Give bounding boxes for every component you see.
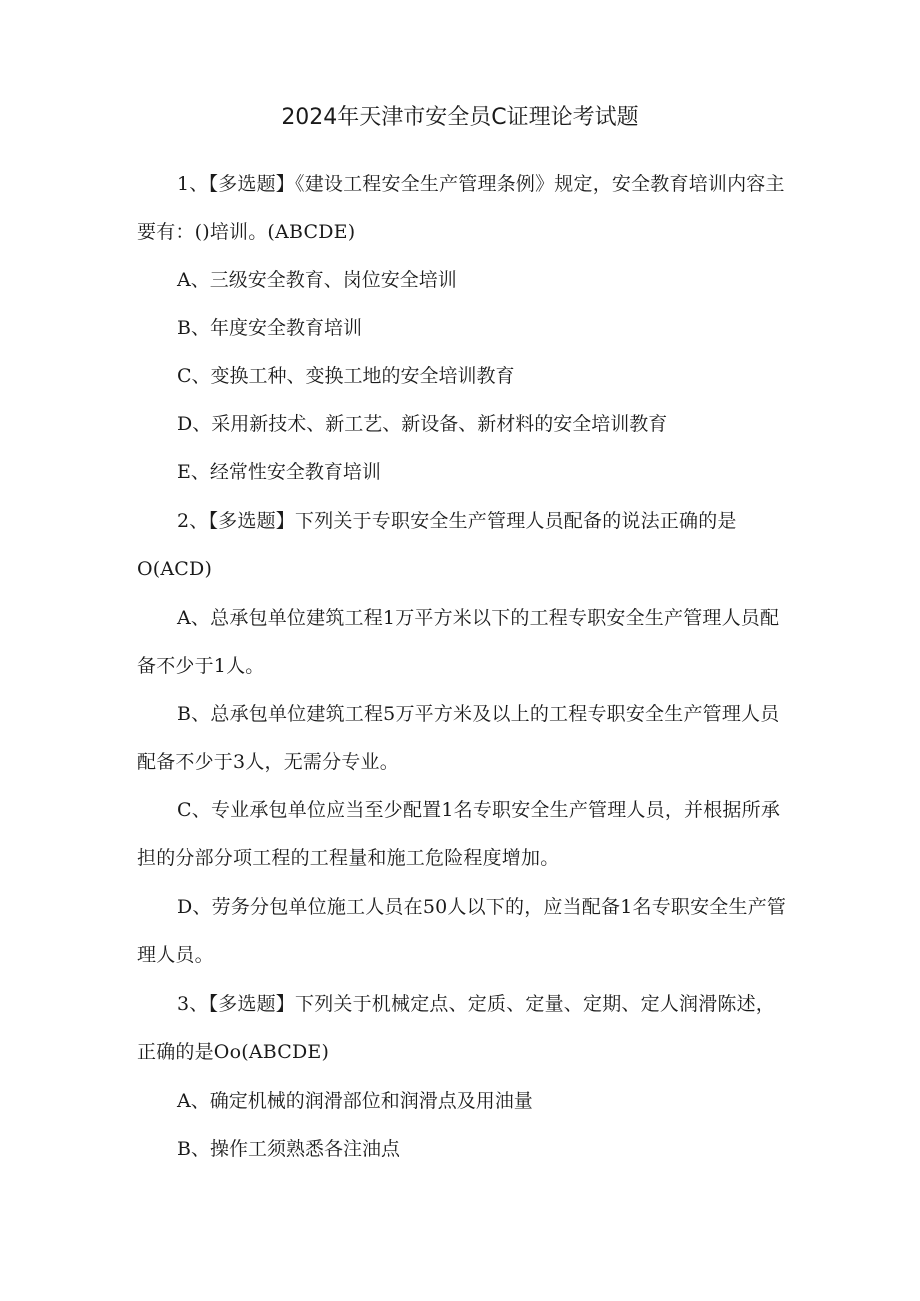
- question-2-option-d: D、劳务分包单位施工人员在50人以下的，应当配备1名专职安全生产管理人员。: [137, 896, 787, 966]
- question-2-stem: 2、【多选题】下列关于专职安全生产管理人员配备的说法正确的是O(ACD): [137, 510, 737, 580]
- question-3-stem: 3、【多选题】下列关于机械定点、定质、定量、定期、定人润滑陈述，正确的是Oo(ABCDE): [137, 993, 775, 1063]
- document-title: 2024年天津市安全员C证理论考试题: [281, 105, 639, 130]
- question-2-option-b: B、总承包单位建筑工程5万平方米及以上的工程专职安全生产管理人员配备不少于3人，无需分专业。: [137, 703, 780, 773]
- question-1-option-b: B、年度安全教育培训: [177, 317, 362, 339]
- question-3-option-b: B、操作工须熟悉各注油点: [177, 1138, 400, 1160]
- question-2-option-a: A、总承包单位建筑工程1万平方米以下的工程专职安全生产管理人员配备不少于1人。: [137, 607, 780, 677]
- question-1-option-e: E、经常性安全教育培训: [177, 461, 381, 483]
- question-2-option-c: C、专业承包单位应当至少配置1名专职安全生产管理人员，并根据所承担的分部分项工程的工程量和施工危险程度增加。: [137, 799, 781, 869]
- question-3-option-a: A、确定机械的润滑部位和润滑点及用油量: [177, 1090, 533, 1112]
- question-1-stem: 1、【多选题】《建设工程安全生产管理条例》规定，安全教育培训内容主要有：()培训。(ABCDE): [137, 173, 785, 243]
- question-1-option-c: C、变换工种、变换工地的安全培训教育: [177, 365, 515, 387]
- question-1-option-d: D、采用新技术、新工艺、新设备、新材料的安全培训教育: [177, 413, 668, 435]
- question-1-option-a: A、三级安全教育、岗位安全培训: [177, 269, 457, 291]
